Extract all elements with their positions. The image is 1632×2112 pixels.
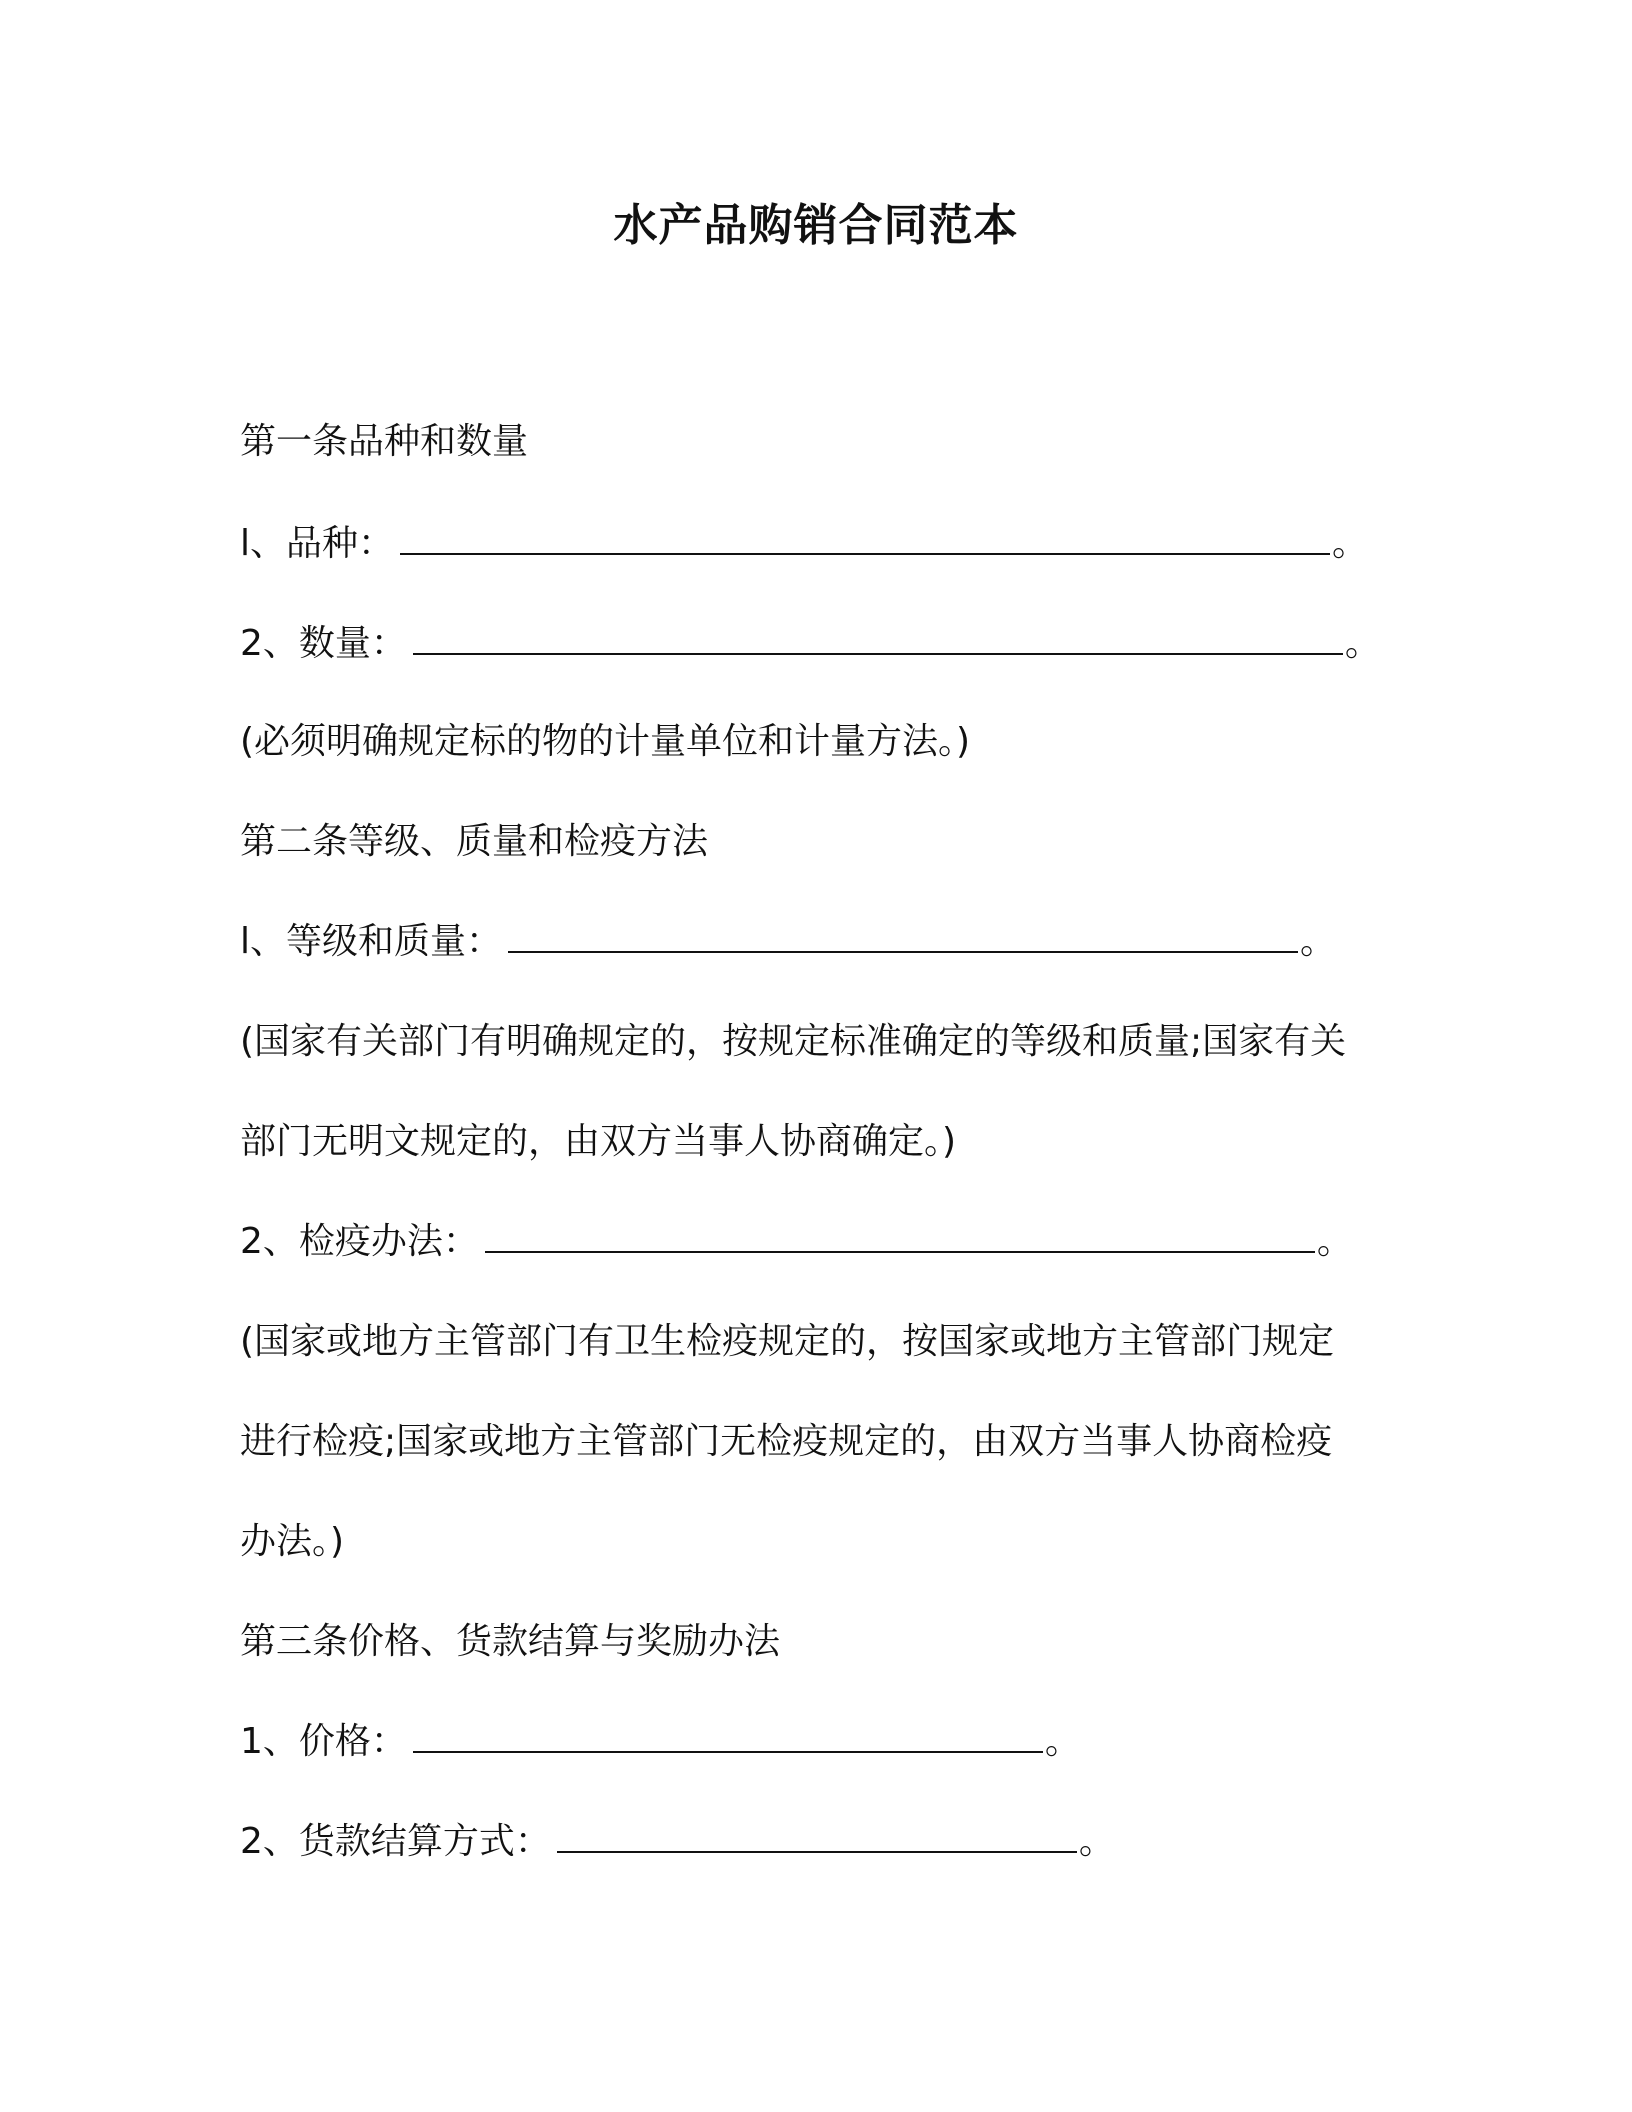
article-2-item-quarantine <box>240 1218 1353 1266</box>
article-1-note: (必须明确规定标的物的计量单位和计量方法。) <box>240 721 971 762</box>
end-mark: 。 <box>1078 1821 1115 1862</box>
end-mark: 。 <box>1316 1221 1353 1262</box>
end-mark: 。 <box>1300 921 1337 962</box>
quantity-label: 2、数量： <box>240 623 407 664</box>
grade-quality-blank-field[interactable] <box>508 921 1298 953</box>
payment-method-blank-field[interactable] <box>557 1821 1077 1853</box>
article-1-heading: 第一条品种和数量 <box>240 421 529 462</box>
price-label: 1、价格： <box>240 1721 407 1762</box>
article-2-note-1-line-2: 部门无明文规定的，由双方当事人协商确定。) <box>240 1121 957 1162</box>
article-3-item-price <box>240 1718 1081 1766</box>
payment-method-label: 2、货款结算方式： <box>240 1821 551 1862</box>
article-2-note-2-line-1: (国家或地方主管部门有卫生检疫规定的，按国家或地方主管部门规定 <box>240 1321 1335 1362</box>
end-mark: 。 <box>1332 523 1369 564</box>
price-blank-field[interactable] <box>413 1721 1043 1753</box>
article-2-note-2-line-2: 进行检疫;国家或地方主管部门无检疫规定的，由双方当事人协商检疫 <box>240 1421 1333 1462</box>
article-1-item-variety <box>240 520 1368 568</box>
article-2-heading: 第二条等级、质量和检疫方法 <box>240 821 709 862</box>
document-title: 水产品购销合同范本 <box>613 200 1019 251</box>
article-3-item-payment <box>240 1818 1115 1866</box>
variety-blank-field[interactable] <box>400 523 1330 555</box>
quarantine-blank-field[interactable] <box>485 1221 1315 1253</box>
grade-quality-label: l、等级和质量： <box>240 921 503 962</box>
quarantine-label: 2、检疫办法： <box>240 1221 479 1262</box>
article-2-item-grade-quality <box>240 918 1336 966</box>
variety-label: l、品种： <box>240 523 395 564</box>
article-1-item-quantity <box>240 620 1381 668</box>
article-2-note-1-line-1: (国家有关部门有明确规定的，按规定标准确定的等级和质量;国家有关 <box>240 1021 1347 1062</box>
end-mark: 。 <box>1044 1721 1081 1762</box>
end-mark: 。 <box>1344 623 1381 664</box>
quantity-blank-field[interactable] <box>413 623 1343 655</box>
article-2-note-2-line-3: 办法。) <box>240 1521 345 1562</box>
article-3-heading: 第三条价格、货款结算与奖励办法 <box>240 1621 781 1662</box>
